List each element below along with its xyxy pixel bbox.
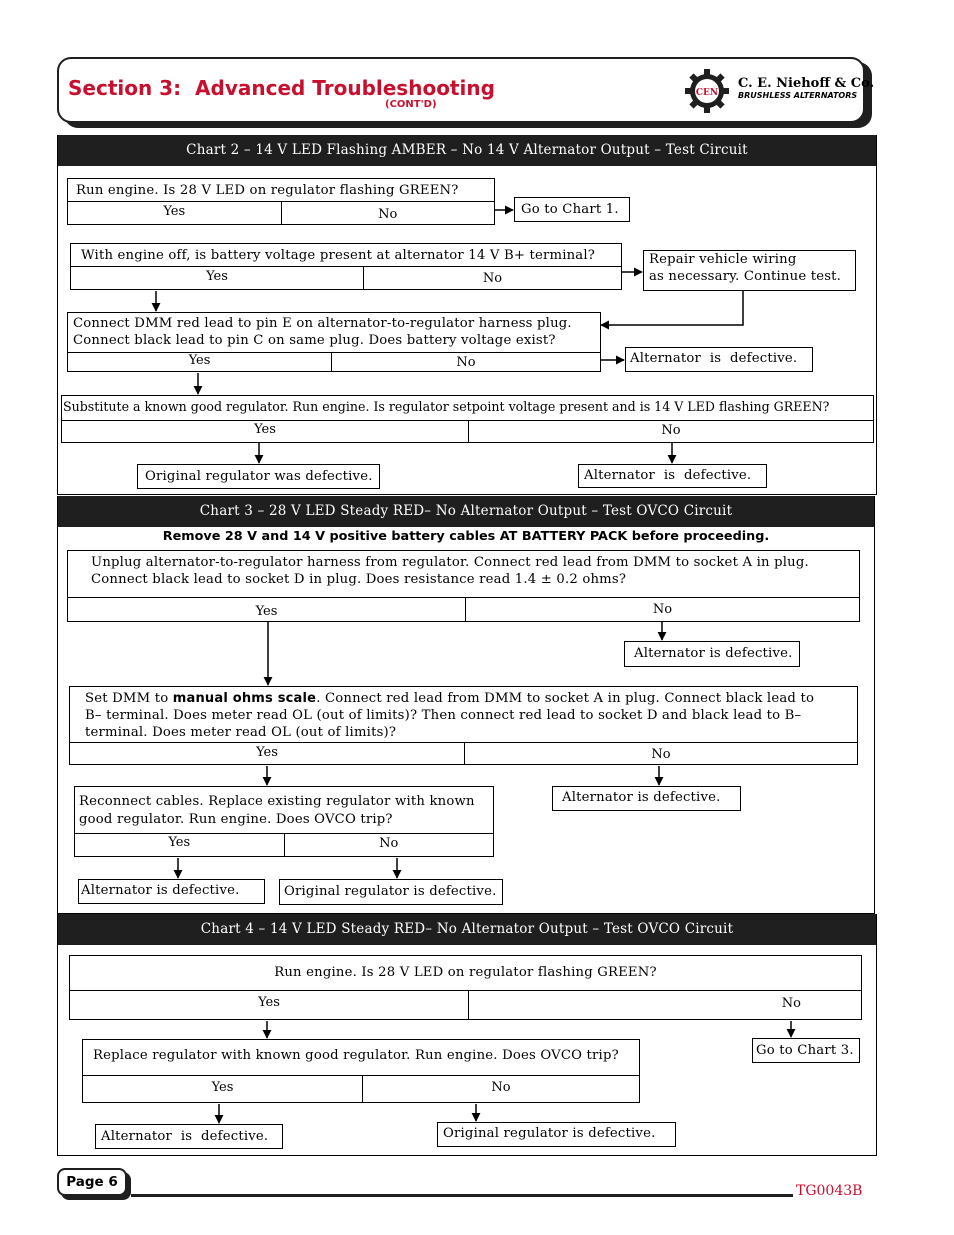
chart-4-q1-yes: Yes	[258, 995, 280, 1010]
chart-2-original-regulator-defective: Original regulator was defective.	[137, 464, 380, 489]
chart-3-q3-yes: Yes	[168, 835, 191, 850]
chart-3-q3-line-2: good regulator. Run engine. Does OVCO trip?	[79, 812, 393, 827]
chart-2-q2-yes: Yes	[206, 269, 228, 284]
arrow-c2-repair	[601, 291, 743, 325]
chart-4-question-2: Replace regulator with known good regulator. Run engine. Does OVCO trip?	[82, 1039, 640, 1076]
chart-3-q2-line-3: terminal. Does meter read OL (out of limits)?	[85, 725, 397, 740]
section-title: Section 3: Advanced Troubleshooting	[68, 76, 495, 100]
chart-3-q2-prefix: Set DMM to	[85, 691, 173, 706]
repair-wiring-line-1: Repair vehicle wiring	[649, 252, 797, 267]
chart-2-q3-line-1: Connect DMM red lead to pin E on alternator-to-regulator harness plug.	[73, 316, 572, 331]
chart-3-q2-line-2: B– terminal. Does meter read OL (out of limits)? Then connect red lead to socket D and black lead to B–	[85, 708, 802, 723]
chart-2-q3-yes: Yes	[188, 353, 211, 368]
chart-3-q2-yes: Yes	[256, 745, 278, 760]
chart-2-q4-yes: Yes	[254, 422, 276, 437]
chart-4-alternator-defective: Alternator is defective.	[95, 1124, 283, 1149]
chart-3-q1-yes: Yes	[255, 604, 278, 619]
chart-3-q2-bold: manual ohms scale	[172, 691, 317, 706]
svg-text:CEN: CEN	[695, 88, 719, 98]
chart-2-q3-line-2: Connect black lead to pin C on same plug. Does battery voltage exist?	[73, 333, 556, 348]
chart-3-q1-no: No	[465, 598, 859, 621]
chart-3-q1-line-2: Connect black lead to socket D in plug. Does resistance read 1.4 ± 0.2 ohms?	[91, 572, 627, 587]
chart-4-question-1: Run engine. Is 28 V LED on regulator flashing GREEN?	[69, 955, 862, 991]
page-number: Page 6	[57, 1168, 127, 1196]
chart-4-q1-no: No	[468, 991, 861, 1019]
chart-2-q2-no: No	[363, 267, 621, 289]
chart-2-q1-yes: Yes	[163, 204, 186, 219]
footer-rule	[131, 1194, 793, 1197]
chart-4-title: Chart 4 – 14 V LED Steady RED– No Alternator Output – Test OVCO Circuit	[58, 914, 876, 945]
chart-4-q2-no: No	[362, 1076, 639, 1102]
repair-wiring-line-2: as necessary. Continue test.	[649, 269, 842, 284]
chart-2-alternator-defective-1: Alternator is defective.	[625, 347, 813, 372]
brand-tagline: BRUSHLESS ALTERNATORS	[738, 91, 858, 100]
chart-3-alternator-defective-2: Alternator is defective.	[552, 786, 741, 811]
chart-2-question-2: With engine off, is battery voltage present at alternator 14 V B+ terminal?	[70, 243, 622, 267]
chart-3-alternator-defective-1: Alternator is defective.	[624, 641, 800, 667]
cont-label: (CONT'D)	[385, 99, 437, 110]
chart-3-title: Chart 3 – 28 V LED Steady RED– No Alternator Output – Test OVCO Circuit	[58, 496, 874, 527]
chart-4-q2-yes: Yes	[211, 1080, 234, 1095]
chart-3-alternator-defective-3: Alternator is defective.	[78, 879, 265, 904]
go-to-chart-1: Go to Chart 1.	[514, 197, 630, 222]
chart-3-q3-line-1: Reconnect cables. Replace existing regulator with known	[79, 794, 475, 809]
chart-2-q4-no: No	[468, 421, 873, 442]
chart-2-q1-no: No	[281, 202, 495, 224]
chart-4-original-regulator-defective: Original regulator is defective.	[437, 1122, 676, 1147]
chart-3-warning: Remove 28 V and 14 V positive battery cables AT BATTERY PACK before proceeding.	[162, 529, 770, 544]
brand-name: C. E. Niehoff & Co.	[738, 76, 875, 91]
chart-3-q3-no: No	[284, 834, 494, 856]
chart-2-title: Chart 2 – 14 V LED Flashing AMBER – No 14 V Alternator Output – Test Circuit	[58, 135, 876, 166]
chart-3-original-regulator-defective: Original regulator is defective.	[279, 879, 503, 905]
chart-3-q2-no: No	[464, 743, 857, 764]
chart-2-question-4: Substitute a known good regulator. Run engine. Is regulator setpoint voltage present and is 14 V LED flashing GREEN?	[61, 395, 874, 421]
chart-2-q3-no: No	[331, 353, 600, 371]
go-to-chart-3: Go to Chart 3.	[752, 1038, 860, 1063]
document-code: TG0043B	[796, 1183, 863, 1199]
chart-2-question-1: Run engine. Is 28 V LED on regulator flashing GREEN?	[67, 178, 495, 202]
chart-3-q2-rest: . Connect red lead from DMM to socket A in plug. Connect black lead to	[316, 691, 815, 706]
chart-2-alternator-defective-2: Alternator is defective.	[578, 464, 767, 488]
chart-3-q1-line-1: Unplug alternator-to-regulator harness from regulator. Connect red lead from DMM to socket A in plug.	[91, 555, 809, 570]
